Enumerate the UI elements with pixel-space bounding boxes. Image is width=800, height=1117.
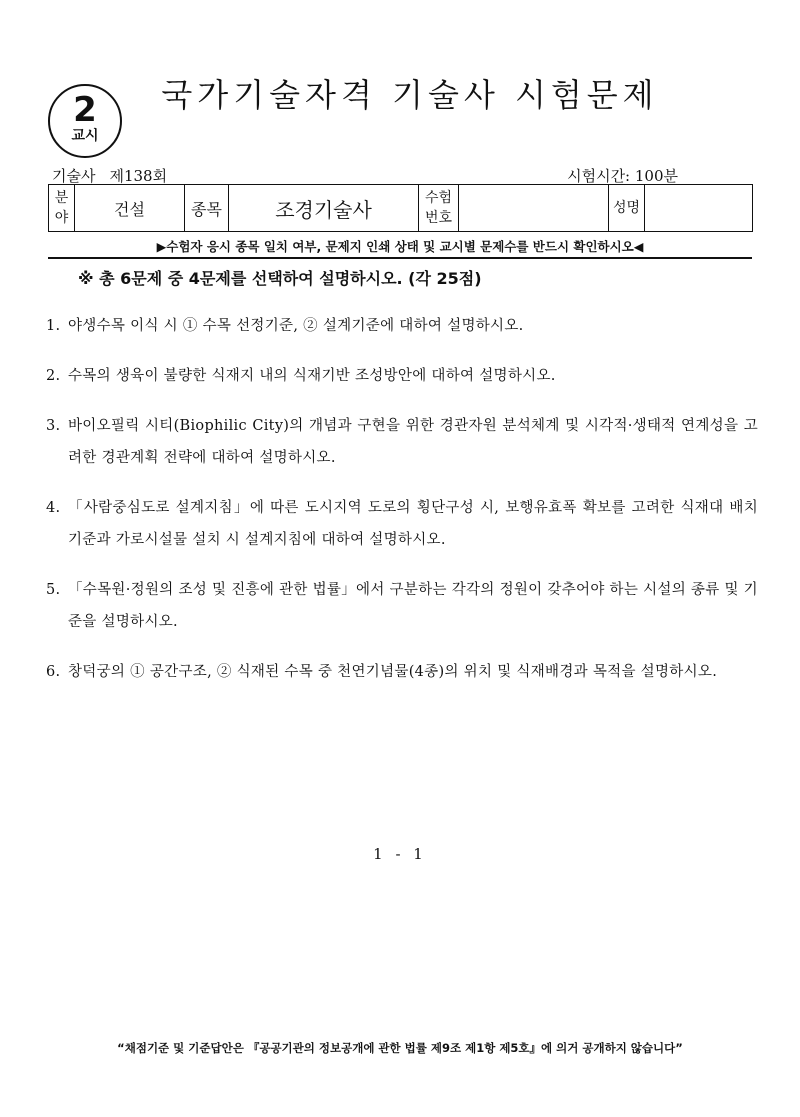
question-number: 3. [46, 418, 61, 434]
exam-time: 시험시간: 100분 [567, 167, 678, 185]
footer-note: “채점기준 및 기준답안은 『공공기관의 정보공개에 관한 법률 제9조 제1항 제5호』에 의거 공개하지 않습니다” [117, 1041, 683, 1055]
question-text: 「수목원·정원의 조성 및 진흥에 관한 법률」에서 구분하는 각각의 정원이 갖추어야 하는 시설의 종류 및 기준을 설명하시오. [68, 582, 758, 630]
question-item [46, 310, 758, 342]
name-field[interactable] [645, 185, 753, 232]
question-number: 1. [46, 318, 61, 334]
question-number: 4. [46, 500, 61, 516]
exam-category: 기술사 [52, 167, 96, 185]
exam-meta [52, 165, 167, 186]
question-item [46, 410, 758, 474]
name-label: 성명 [609, 185, 645, 232]
exam-round: 제138회 [109, 167, 168, 185]
exam-title: 국가기술자격 기술사 시험문제 [161, 76, 659, 114]
session-number: 2 [73, 90, 97, 130]
question-list [46, 310, 758, 706]
exam-number-field[interactable] [459, 185, 609, 232]
divider-line [48, 257, 752, 259]
question-text: 바이오필릭 시티(Biophilic City)의 개념과 구현을 위한 경관자원 분석체계 및 시각적·생태적 연계성을 고려한 경관계획 전략에 대하여 설명하시오. [68, 418, 758, 466]
exam-number-label: 수험번호 [419, 185, 459, 232]
question-number: 6. [46, 664, 61, 680]
field-value: 건설 [75, 185, 185, 232]
exam-info-table [48, 184, 753, 232]
question-text: 「사람중심도로 설계지침」에 따른 도시지역 도로의 횡단구성 시, 보행유효폭 확보를 고려한 식재대 배치 기준과 가로시설물 설치 시 설계지침에 대하여 설명하시오. [68, 500, 758, 548]
instruction-text: ※ 총 6문제 중 4문제를 선택하여 설명하시오. (각 25점) [78, 269, 482, 288]
field-label: 분야 [49, 185, 75, 232]
question-text: 야생수목 이식 시 ① 수목 선정기준, ② 설계기준에 대하여 설명하시오. [68, 318, 524, 334]
question-number: 2. [46, 368, 61, 384]
question-item [46, 656, 758, 688]
question-number: 5. [46, 582, 61, 598]
type-value: 조경기술사 [229, 185, 419, 232]
type-label: 종목 [185, 185, 229, 232]
notice-text: ▶수험자 응시 종목 일치 여부, 문제지 인쇄 상태 및 교시별 문제수를 반드시 확인하시오◀ [156, 239, 644, 254]
session-badge [48, 84, 122, 158]
question-text: 수목의 생육이 불량한 식재지 내의 식재기반 조성방안에 대하여 설명하시오. [68, 368, 556, 384]
question-item [46, 360, 758, 392]
session-label: 교시 [71, 128, 99, 144]
page-number: 1 - 1 [373, 845, 427, 863]
question-text: 창덕궁의 ① 공간구조, ② 식재된 수목 중 천연기념물(4종)의 위치 및 식재배경과 목적을 설명하시오. [68, 664, 718, 680]
question-item [46, 492, 758, 556]
question-item [46, 574, 758, 638]
